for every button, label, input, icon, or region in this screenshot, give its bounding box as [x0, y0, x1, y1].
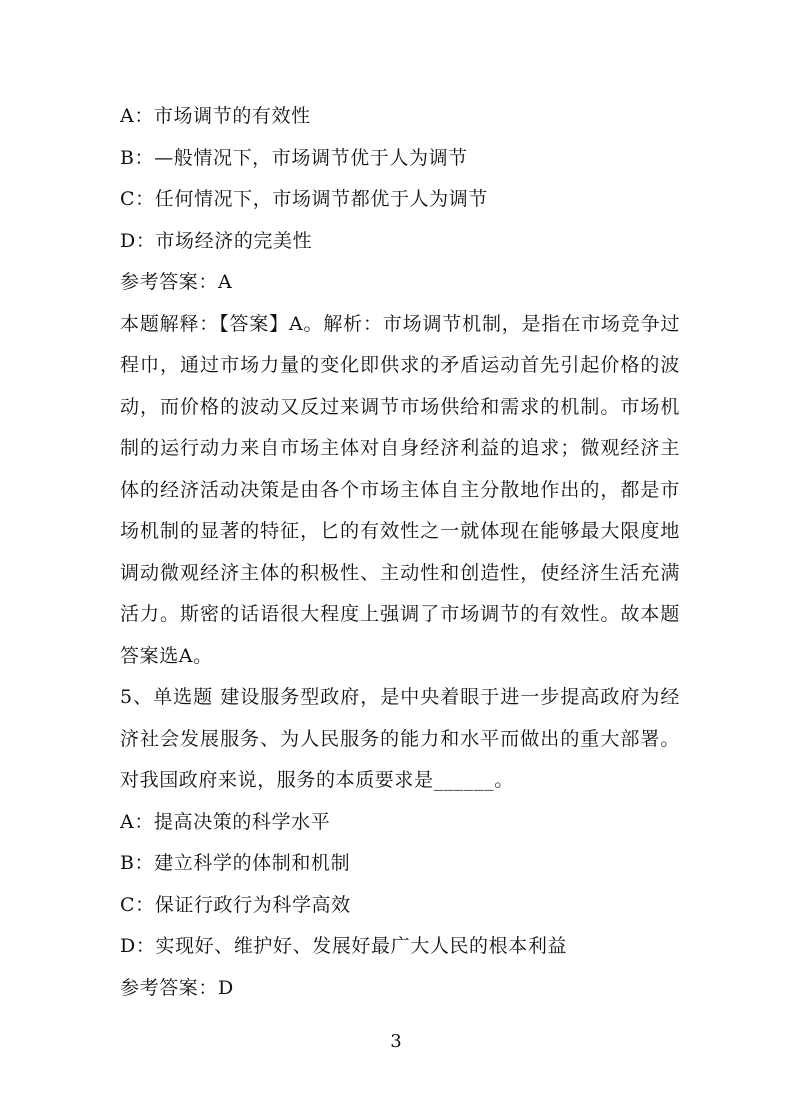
q4-option-a: A：市场调节的有效性 — [120, 105, 311, 127]
page-content — [120, 96, 680, 1009]
page-number: 3 — [390, 1031, 402, 1052]
q4-reference-answer: 参考答案：A — [120, 271, 233, 293]
q5-option-c: C：保证行政行为科学高效 — [120, 893, 351, 916]
q5-option-a: A：提高决策的科学水平 — [120, 810, 331, 833]
q5-option-d: D：实现好、维护好、发展好最广大人民的根本利益 — [120, 935, 568, 957]
q5-option-b: B：建立科学的体制和机制 — [120, 852, 351, 874]
q5-question: 5、单选题 建设服务型政府，是中央着眼于进一步提高政府为经济社会发展服务、为人民服务的能力和水平而做出的重大部署。对我国政府来说，服务的本质要求是______。 — [120, 686, 680, 791]
q5-reference-answer: 参考答案：D — [120, 976, 234, 999]
q4-option-b: B：—般情况下，市场调节优于人为调节 — [120, 146, 468, 169]
q4-option-c: C：任何情况下，市场调节都优于人为调节 — [120, 188, 488, 210]
q4-explanation: 本题解释：【答案】A。解析：市场调节机制，是指在市场竞争过程巾，通过市场力量的变化即供求的矛盾运动首先引起价格的波动，而价格的波动又反过来调节市场供给和需求的机制。市场机制的运行动力来自市场主体对自身经济利益的追求；微观经济主体的经济活动决策是由各个市场主体自主分散地作出的，都是市场机制的显著的特征，匕的有效性之一就体现在能够最大限度地调动微观经济主体的积极性、主动性和创造性，使经济生活充满活力。斯密的话语很大程度上强调了市场调节的有效性。故本题答案选A。 — [120, 312, 680, 667]
q4-option-d: D：市场经济的完美性 — [120, 229, 313, 252]
